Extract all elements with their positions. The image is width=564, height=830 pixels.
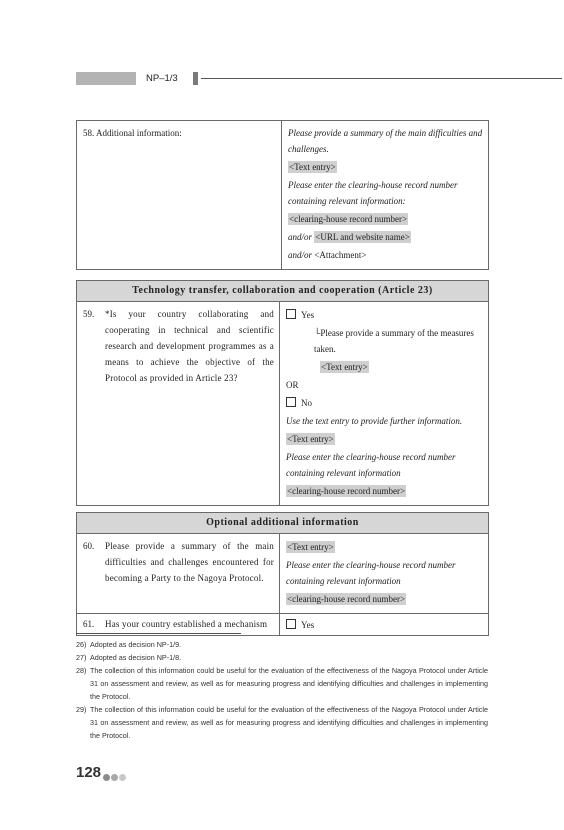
question-60-text: Please provide a summary of the main difficulties and challenges encountered for becoming a Party to the Nagoya Protocol.: [105, 541, 274, 583]
footnote-number: 26): [76, 640, 87, 649]
further-info-prompt: Use the text entry to provide further information.: [286, 416, 463, 426]
question-number: 60.: [83, 541, 95, 551]
question-number: 61.: [83, 619, 95, 629]
footnote-number: 29): [76, 705, 87, 714]
record-number-field[interactable]: <clearing-house record number>: [287, 594, 406, 604]
dot-icon: [103, 774, 110, 781]
footnotes: [76, 638, 488, 742]
page-dots: [103, 768, 127, 786]
question-58-table: [76, 120, 489, 270]
summary-prompt: Please provide a summary of the main difficulties and challenges.: [288, 128, 483, 154]
question-61-answer: [280, 614, 489, 636]
question-58-answer: [282, 121, 489, 270]
optional-info-table: [76, 512, 489, 636]
question-58-row: [77, 121, 489, 270]
header-block: [193, 72, 198, 85]
no-label: No: [301, 398, 312, 408]
yes-checkbox[interactable]: [286, 309, 296, 319]
text-entry-field[interactable]: <Text entry>: [289, 162, 336, 172]
footnote-rule: [76, 633, 241, 634]
and-or-label: and/or: [288, 250, 313, 260]
document-code: NP–1/3: [146, 73, 178, 84]
attachment-field[interactable]: <Attachment>: [314, 250, 367, 260]
text-entry-field[interactable]: <Text entry>: [287, 434, 334, 444]
yes-checkbox[interactable]: [286, 619, 296, 629]
footnote-text: The collection of this information could be useful for the evaluation of the effectiveness of the Nagoya Protocol under Article 31 on assessment and review, as well as for measuring progress and identifying difficulties and challenges in implementing the Protocol.: [90, 705, 488, 740]
header-rule: [201, 78, 562, 79]
header-bar: [76, 72, 136, 85]
footnote: [76, 638, 488, 651]
record-prompt: Please enter the clearing-house record number containing relevant information:: [288, 180, 458, 206]
footnote-number: 28): [76, 666, 87, 675]
question-58-label: 58. Additional information:: [77, 121, 282, 270]
dot-icon: [119, 774, 126, 781]
record-number-field[interactable]: <clearing-house record number>: [289, 214, 408, 224]
no-checkbox[interactable]: [286, 397, 296, 407]
question-61-text: Has your country established a mechanism: [105, 619, 268, 629]
question-59-row: [77, 302, 489, 506]
footnote: [76, 651, 488, 664]
and-or-label: and/or: [288, 232, 313, 242]
url-field[interactable]: <URL and website name>: [315, 232, 410, 242]
question-60-cell: [77, 534, 280, 614]
record-number-field[interactable]: <clearing-house record number>: [287, 486, 406, 496]
question-59-cell: [77, 302, 280, 506]
footnote-text: Adopted as decision NP-1/8.: [90, 653, 182, 662]
question-60-row: [77, 534, 489, 614]
text-entry-field[interactable]: <Text entry>: [321, 362, 368, 372]
question-60-answer: [280, 534, 489, 614]
page-number: 128: [76, 764, 102, 781]
question-59-answer: [280, 302, 489, 506]
section-header-row: [77, 513, 489, 534]
footnote: [76, 703, 488, 742]
footnote-number: 27): [76, 653, 87, 662]
technology-transfer-table: [76, 280, 489, 506]
text-entry-field[interactable]: <Text entry>: [287, 542, 334, 552]
measures-prompt: └Please provide a summary of the measures taken.: [314, 328, 474, 354]
yes-label: Yes: [301, 310, 315, 320]
section-title: Optional additional information: [77, 513, 489, 534]
or-label: OR: [286, 380, 299, 390]
yes-label: Yes: [301, 620, 315, 630]
record-prompt: Please enter the clearing-house record number containing relevant information: [286, 452, 456, 478]
record-prompt: Please enter the clearing-house record number containing relevant information: [286, 560, 456, 586]
footnote-text: The collection of this information could be useful for the evaluation of the effectiveness of the Nagoya Protocol under Article 31 on assessment and review, as well as for measuring progress and identifying difficulties and challenges in implementing the Protocol.: [90, 666, 488, 701]
section-header-row: [77, 281, 489, 302]
footnote: [76, 664, 488, 703]
footnote-text: Adopted as decision NP-1/9.: [90, 640, 182, 649]
question-59-text: *Is your country collaborating and cooperating in technical and scientific research and development programmes as a means to achieve the objective of the Protocol as provided in Article 23?: [105, 309, 274, 383]
dot-icon: [111, 774, 118, 781]
section-title: Technology transfer, collaboration and cooperation (Article 23): [77, 281, 489, 302]
question-number: 59.: [83, 309, 95, 319]
